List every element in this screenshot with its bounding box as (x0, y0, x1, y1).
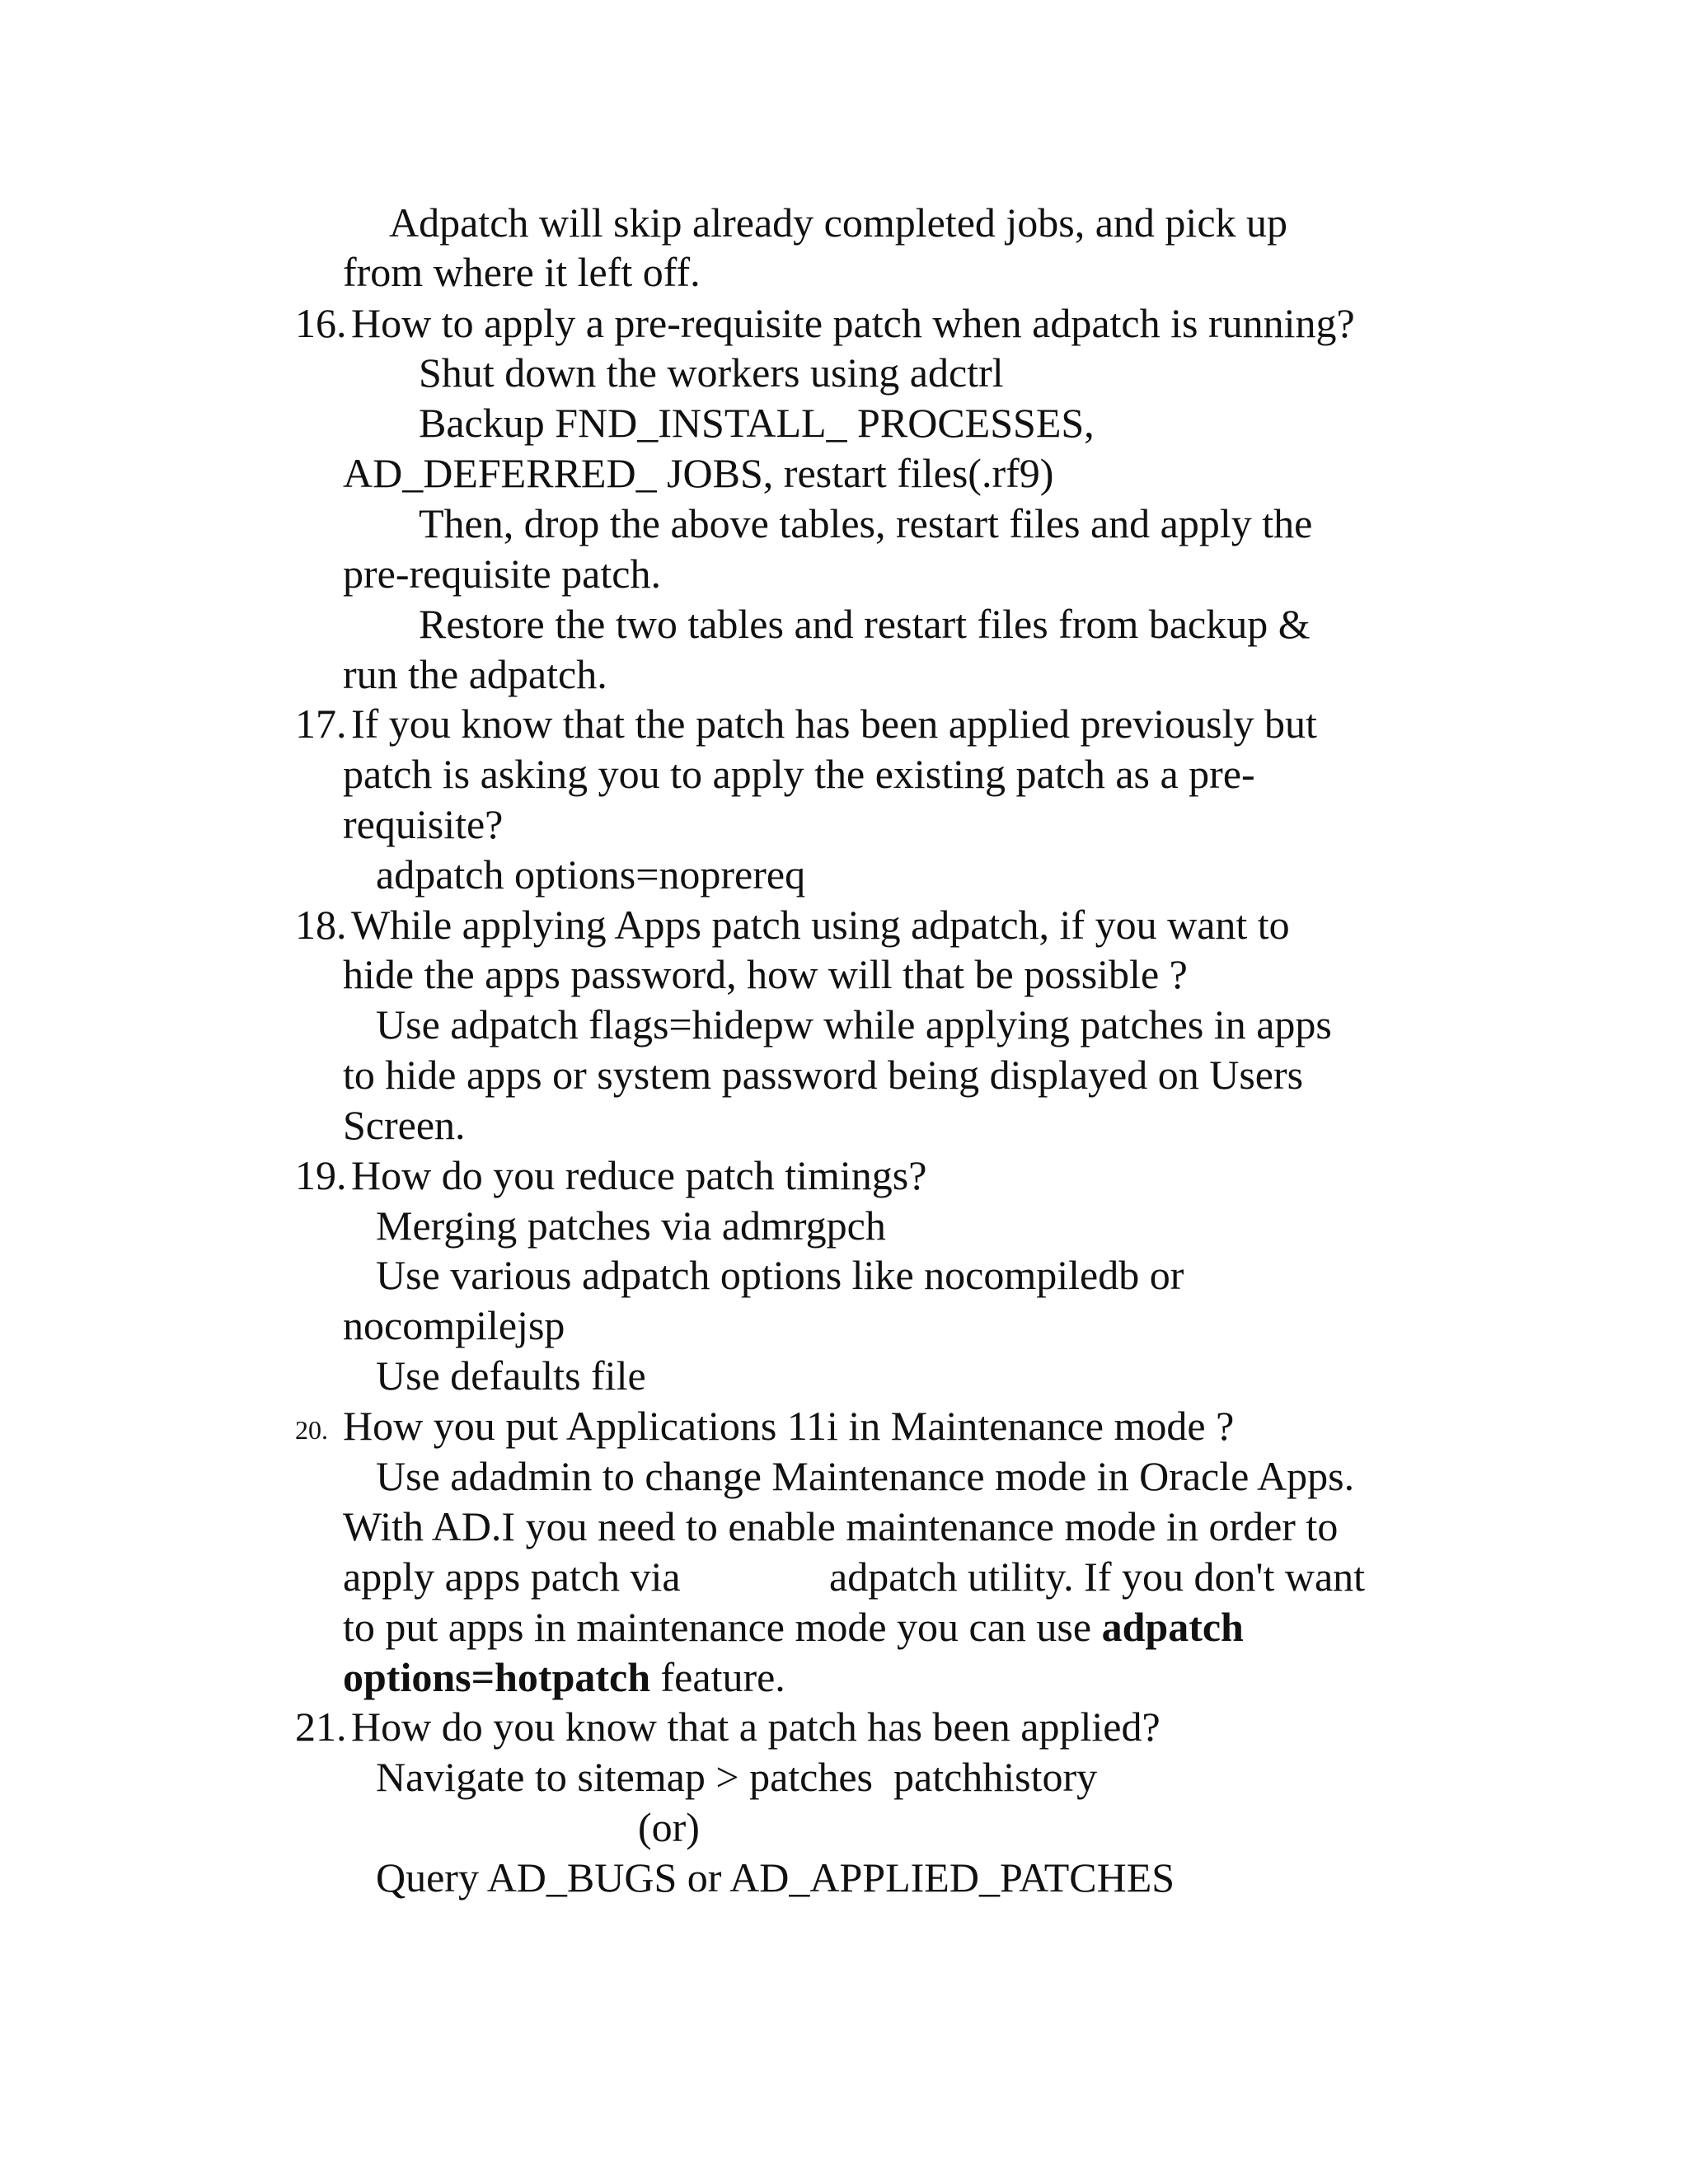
q21-answer-2: Query AD_BUGS or AD_APPLIED_PATCHES (376, 1854, 1175, 1900)
q17-question-line-2: patch is asking you to apply the existing patch as a pre- (343, 751, 1255, 797)
q21-question: How do you know that a patch has been applied? (351, 1704, 1160, 1750)
q16-answer-4-line-1: Restore the two tables and restart files from backup & (419, 601, 1311, 647)
q18-question-line-2: hide the apps password, how will that be possible ? (343, 951, 1188, 997)
q18-question-line-1: While applying Apps patch using adpatch, if you want to (351, 902, 1290, 948)
q16-question: How to apply a pre-requisite patch when adpatch is running? (351, 300, 1355, 346)
q18-number: 18. (295, 902, 347, 948)
q16-number: 16. (295, 300, 347, 346)
q16-answer-2-line-1: Backup FND_INSTALL_ PROCESSES, (419, 400, 1095, 446)
q16-answer-3-line-2: pre-requisite patch. (343, 551, 661, 597)
q20-number: 20. (295, 1415, 328, 1445)
intro-line-2: from where it left off. (343, 249, 701, 295)
q19-answer-2-line-2: nocompilejsp (343, 1302, 565, 1348)
q20-answer-line-5 (343, 1652, 785, 1702)
q21-or: (or) (638, 1804, 700, 1850)
q18-answer-line-2: to hide apps or system password being displayed on Users (343, 1052, 1304, 1098)
q16-answer-3-line-1: Then, drop the above tables, restart files and apply the (419, 500, 1313, 546)
q18-answer-line-1: Use adpatch flags=hidepw while applying patches in apps (376, 1001, 1332, 1047)
q20-answer-line-4 (343, 1602, 1244, 1652)
q16-answer-4-line-2: run the adpatch. (343, 651, 607, 697)
q20-answer-line-1: Use adadmin to change Maintenance mode in Oracle Apps. (376, 1453, 1355, 1499)
q20-answer-line-4-text: to put apps in maintenance mode you can use (343, 1604, 1102, 1650)
q20-answer-line-2: With AD.I you need to enable maintenance mode in order to (343, 1503, 1339, 1549)
q17-question-line-3: requisite? (343, 801, 504, 847)
q21-number: 21. (295, 1704, 347, 1750)
q20-answer-line-3a: apply apps patch via (343, 1554, 681, 1600)
q20-question: How you put Applications 11i in Maintenance mode ? (343, 1403, 1235, 1449)
q16-answer-1: Shut down the workers using adctrl (419, 349, 1004, 396)
q20-answer-line-4-bold: adpatch (1101, 1604, 1244, 1650)
intro-line-1: Adpatch will skip already completed jobs, and pick up (389, 199, 1288, 246)
q19-answer-3: Use defaults file (376, 1352, 646, 1399)
q18-answer-line-3: Screen. (343, 1102, 466, 1148)
q17-answer: adpatch options=noprereq (376, 851, 806, 898)
q19-answer-1: Merging patches via admrgpch (376, 1202, 886, 1249)
q20-answer-line-5-text: feature. (650, 1654, 785, 1700)
q20-answer-line-3b: adpatch utility. If you don't want (829, 1554, 1366, 1600)
q21-answer-1: Navigate to sitemap > patches patchhistory (376, 1754, 1098, 1800)
q16-answer-2-line-2: AD_DEFERRED_ JOBS, restart files(.rf9) (343, 450, 1054, 496)
q19-question: How do you reduce patch timings? (351, 1152, 927, 1198)
q19-answer-2-line-1: Use various adpatch options like nocompiledb or (376, 1252, 1184, 1298)
q20-answer-line-5-bold: options=hotpatch (343, 1654, 651, 1700)
q19-number: 19. (295, 1152, 347, 1198)
q17-number: 17. (295, 701, 347, 747)
q17-question-line-1: If you know that the patch has been applied previously but (351, 701, 1317, 747)
